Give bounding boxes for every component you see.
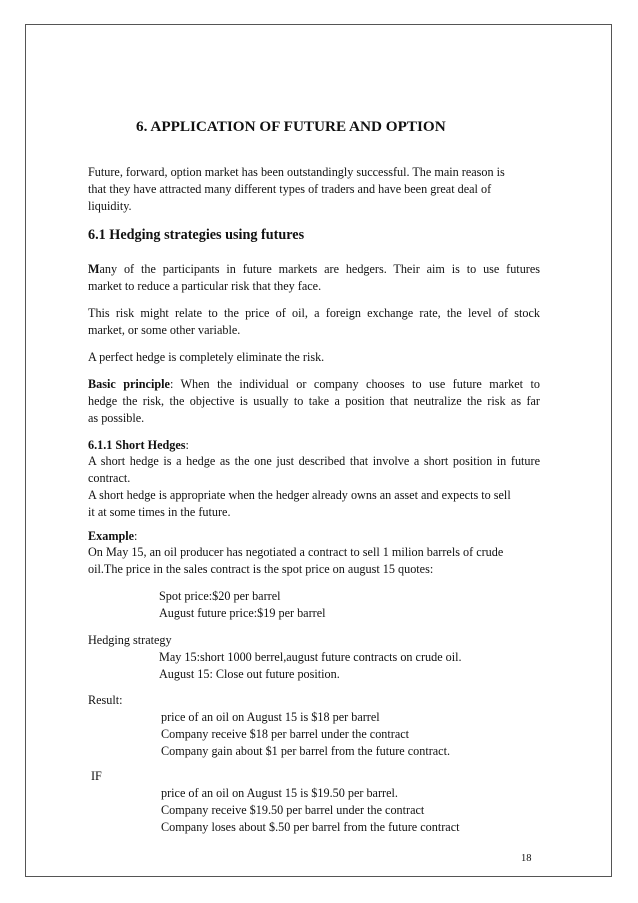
risk-line-2: market, or some other variable. xyxy=(88,323,241,337)
basic-principle-line-1 xyxy=(88,376,540,393)
example-label: Example xyxy=(88,529,135,543)
basic-principle-label: Basic principle xyxy=(88,377,170,391)
basic-principle-text: : When the individual or company chooses to use future market to xyxy=(169,377,540,391)
example-heading xyxy=(88,528,137,545)
short-hedge-line-2: contract. xyxy=(88,471,131,485)
perfect-hedge-line: A perfect hedge is completely eliminate the risk. xyxy=(88,350,325,364)
intro-line-2: that they have attracted many different types of traders and have been great deal of xyxy=(88,182,492,196)
short-hedge-line-1: A short hedge is a hedge as the one just described that involve a short position in future xyxy=(88,454,540,468)
hedgers-line-2: market to reduce a particular risk that they face. xyxy=(88,279,322,293)
short-hedge-line-3: A short hedge is appropriate when the hedger already owns an asset and expects to sell xyxy=(88,488,511,502)
hedgers-line-1 xyxy=(88,261,540,278)
subsection-heading-6-1: 6.1 Hedging strategies using futures xyxy=(88,227,305,243)
section-title: 6. APPLICATION OF FUTURE AND OPTION xyxy=(136,118,446,135)
drop-letter: M xyxy=(88,262,100,276)
short-hedges-heading xyxy=(88,437,189,454)
result-line-2: Company receive $18 per barrel under the contract xyxy=(161,727,410,741)
if-line-2: Company receive $19.50 per barrel under the contract xyxy=(161,803,425,817)
result-label: Result: xyxy=(88,693,123,707)
hedgers-line-1-text: any of the participants in future markets are hedgers. Their aim is to use futures xyxy=(99,262,540,276)
intro-line-3: liquidity. xyxy=(88,199,132,213)
august-future-price: August future price:$19 per barrel xyxy=(159,606,326,620)
risk-line-1: This risk might relate to the price of oil, a foreign exchange rate, the level of stock xyxy=(88,306,540,320)
short-hedges-colon: : xyxy=(185,438,189,452)
if-line-3: Company loses about $.50 per barrel from the future contract xyxy=(161,820,460,834)
if-line-1: price of an oil on August 15 is $19.50 per barrel. xyxy=(161,786,398,800)
intro-line-1: Future, forward, option market has been outstandingly successful. The main reason is xyxy=(88,165,505,179)
example-line-1: On May 15, an oil producer has negotiated a contract to sell 1 milion barrels of crude xyxy=(88,545,504,559)
short-hedge-line-4: it at some times in the future. xyxy=(88,505,231,519)
hedging-aug-15: August 15: Close out future position. xyxy=(159,667,340,681)
result-line-1: price of an oil on August 15 is $18 per barrel xyxy=(161,710,380,724)
basic-principle-line-3: as possible. xyxy=(88,411,145,425)
hedging-may-15: May 15:short 1000 berrel,august future contracts on crude oil. xyxy=(159,650,462,664)
spot-price: Spot price:$20 per barrel xyxy=(159,589,281,603)
example-colon: : xyxy=(134,529,138,543)
page-number: 18 xyxy=(521,853,532,864)
hedging-strategy-label: Hedging strategy xyxy=(88,633,172,647)
example-line-2: oil.The price in the sales contract is the spot price on august 15 quotes: xyxy=(88,562,434,576)
basic-principle-line-2: hedge the risk, the objective is usually to take a position that neutralize the risk as far xyxy=(88,394,540,408)
if-label: IF xyxy=(91,769,102,783)
short-hedges-title: 6.1.1 Short Hedges xyxy=(88,438,186,452)
result-line-3: Company gain about $1 per barrel from the future contract. xyxy=(161,744,451,758)
